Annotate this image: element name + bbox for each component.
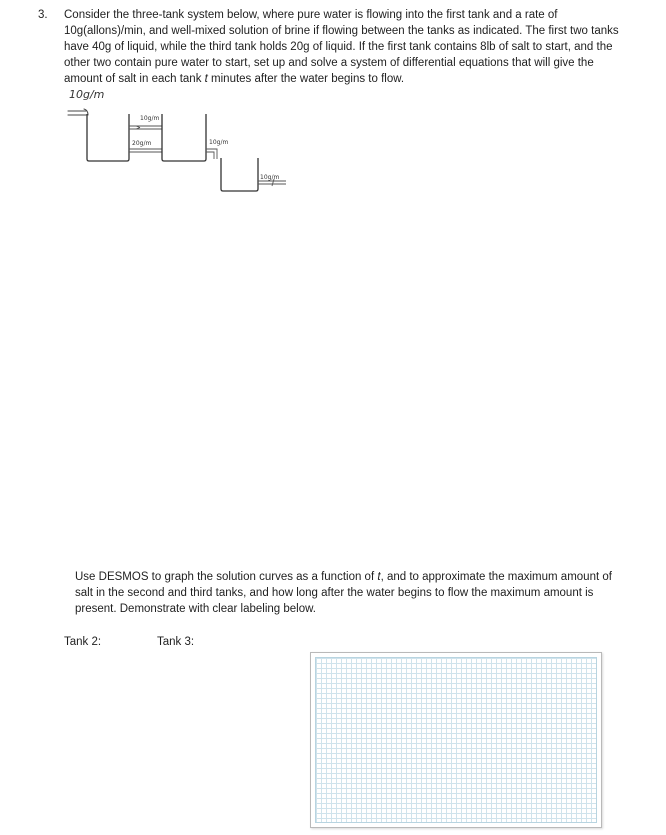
question-number: 3. bbox=[38, 9, 48, 21]
pipe-tank2-to-tank3 bbox=[206, 149, 217, 159]
instructions-part2: , and to approximate the maximum amount of salt in the second and third tanks, and how long after the water begins to flow the maximum amount is present. Demonstrate with clear labeling below. bbox=[75, 571, 612, 615]
pipe-tank1-to-tank2 bbox=[129, 149, 162, 152]
question-text-part2: minutes after the water begins to flow. bbox=[207, 73, 405, 85]
pipe-tank2-to-tank1 bbox=[129, 126, 162, 129]
tank-3 bbox=[221, 158, 258, 191]
inflow-pipe bbox=[68, 109, 88, 115]
inflow-rate-label: 10g/m bbox=[69, 88, 105, 101]
question-text-part1: Consider the three-tank system below, where pure water is flowing into the first tank and a rate of 10g(allons)/min, and well-mixed solution of brine if flowing between the tanks as indicated. The first two tanks have 40g of liquid, while the third tank holds 20g of liquid. If the first tank contains 8lb of salt to start, and the other two contain pure water to start, set up and solve a system of differential equations that will give the amount of salt in each tank bbox=[64, 9, 619, 85]
question-text bbox=[64, 7, 620, 87]
pipe-a-rate-label: 10g/m bbox=[140, 115, 160, 122]
pipe-c-rate-label: 10g/m bbox=[209, 139, 229, 146]
instructions-part1: Use DESMOS to graph the solution curves as a function of bbox=[75, 571, 378, 583]
tank-1 bbox=[87, 114, 129, 161]
graph-paper-grid bbox=[315, 657, 597, 823]
three-tank-diagram bbox=[60, 85, 320, 210]
graph-paper-frame bbox=[310, 652, 602, 828]
tank-2 bbox=[162, 114, 206, 161]
pipe-b-rate-label: 20g/m bbox=[132, 140, 152, 147]
tank-3-label: Tank 3: bbox=[157, 636, 195, 648]
tank-2-label: Tank 2: bbox=[64, 636, 102, 648]
question-variable-t: t bbox=[204, 73, 208, 85]
desmos-instructions bbox=[75, 569, 620, 617]
instructions-variable-t: t bbox=[377, 571, 381, 583]
outflow-rate-label: 10g/m bbox=[260, 174, 280, 181]
